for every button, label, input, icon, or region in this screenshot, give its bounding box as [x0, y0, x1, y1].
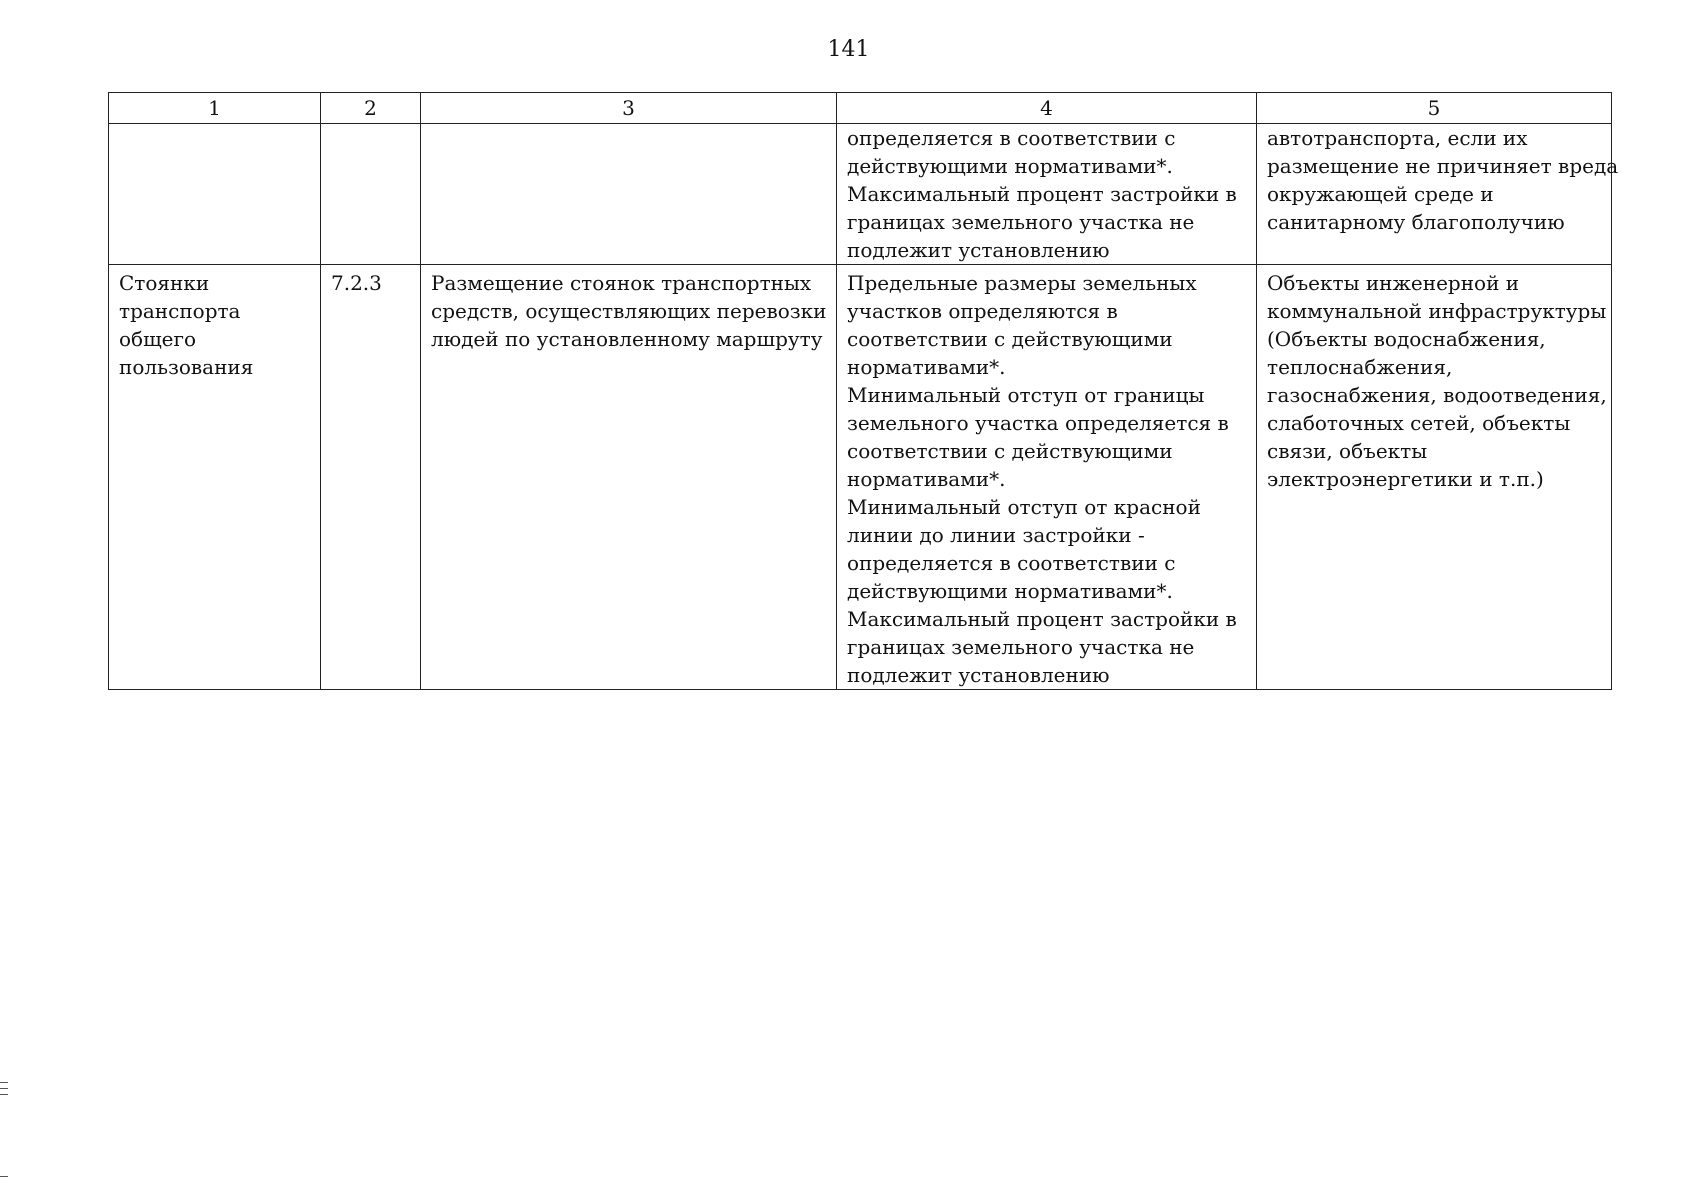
cell-line: 7.2.3 [331, 271, 382, 295]
cell-line: связи, объекты [1267, 439, 1428, 463]
cell-use-name [109, 265, 321, 690]
cell-line: средств, осуществляющих перевозки [431, 299, 827, 323]
cell-use-description [421, 265, 837, 690]
cell-line: Объекты инженерной и [1267, 271, 1520, 295]
zoning-table [108, 92, 1619, 690]
cell-line: людей по установленному маршруту [431, 327, 823, 351]
header-col-2: 2 [321, 93, 421, 124]
table-header-row [109, 93, 1612, 124]
cell-line: Стоянки [119, 271, 210, 295]
cell-line: действующими нормативами*. [847, 154, 1173, 178]
cell-line: подлежит установлению [847, 663, 1110, 687]
scan-mark [0, 1176, 8, 1177]
cell-line: (Объекты водоснабжения, [1267, 327, 1546, 351]
cell-auxiliary-uses [1257, 265, 1612, 690]
cell-line: Минимальный отступ от красной [847, 495, 1201, 519]
table-row-parking [109, 265, 1612, 690]
cell-line: границах земельного участка не [847, 635, 1195, 659]
cell-line: земельного участка определяется в [847, 411, 1229, 435]
cell-line: слаботочных сетей, объекты [1267, 411, 1571, 435]
cell-line: определяется в соответствии с [847, 551, 1176, 575]
cell-line: Максимальный процент застройки в [847, 182, 1237, 206]
cell-line: соответствии с действующими [847, 439, 1173, 463]
cell-col-3 [421, 124, 837, 265]
scan-mark [0, 1082, 8, 1083]
cell-line: нормативами*. [847, 355, 1006, 379]
cell-line: границах земельного участка не [847, 210, 1195, 234]
cell-line: пользования [119, 355, 254, 379]
cell-line: транспорта [119, 299, 241, 323]
cell-parameters [837, 265, 1257, 690]
cell-line: подлежит установлению [847, 238, 1110, 262]
cell-line: теплоснабжения, [1267, 355, 1453, 379]
cell-col-1 [109, 124, 321, 265]
cell-col-4 [837, 124, 1257, 265]
cell-line: Размещение стоянок транспортных [431, 271, 812, 295]
cell-line: санитарному благополучию [1267, 210, 1565, 234]
header-col-4: 4 [837, 93, 1257, 124]
cell-line: общего [119, 327, 197, 351]
cell-col-5 [1257, 124, 1619, 265]
cell-line: определяется в соответствии с [847, 126, 1176, 150]
cell-line: газоснабжения, водоотведения, [1267, 383, 1607, 407]
cell-line: соответствии с действующими [847, 327, 1173, 351]
header-col-1: 1 [109, 93, 321, 124]
cell-use-code [321, 265, 421, 690]
cell-line: коммунальной инфраструктуры [1267, 299, 1607, 323]
header-col-3: 3 [421, 93, 837, 124]
cell-line: участков определяются в [847, 299, 1118, 323]
page-number: 141 [827, 37, 870, 62]
cell-line: действующими нормативами*. [847, 579, 1173, 603]
cell-line: нормативами*. [847, 467, 1006, 491]
cell-line: линии до линии застройки - [847, 523, 1145, 547]
cell-line: Максимальный процент застройки в [847, 607, 1237, 631]
scan-mark [0, 1094, 8, 1095]
cell-col-2 [321, 124, 421, 265]
cell-line: размещение не причиняет вреда [1267, 154, 1619, 178]
header-col-5: 5 [1257, 93, 1612, 124]
scan-mark [0, 1088, 8, 1089]
cell-line: Минимальный отступ от границы [847, 383, 1205, 407]
cell-line: автотранспорта, если их [1267, 126, 1528, 150]
cell-line: электроэнергетики и т.п.) [1267, 467, 1544, 491]
cell-line: Предельные размеры земельных [847, 271, 1197, 295]
cell-line: окружающей среде и [1267, 182, 1494, 206]
table-row-continuation [109, 124, 1612, 265]
